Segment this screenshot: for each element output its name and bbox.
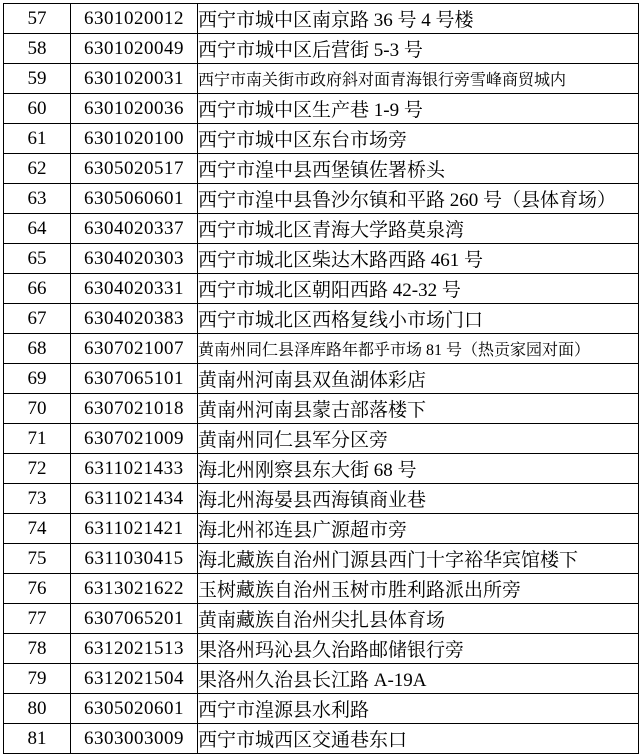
address-cell: 西宁市城中区生产巷 1-9 号 [198,94,639,124]
code-cell: 6304020303 [71,244,198,274]
table-row [4,514,639,544]
row-number-cell: 57 [4,4,71,34]
code-cell: 6301020012 [71,4,198,34]
address-cell: 西宁市城西区交通巷东口 [198,724,639,754]
row-number-cell: 73 [4,484,71,514]
row-number-cell: 58 [4,34,71,64]
code-cell: 6313021622 [71,574,198,604]
row-number-cell: 72 [4,454,71,484]
code-cell: 6301020036 [71,94,198,124]
address-cell: 西宁市城北区柴达木路西路 461 号 [198,244,639,274]
table-row [4,274,639,304]
address-cell: 西宁市湟中县鲁沙尔镇和平路 260 号（县体育场） [198,184,639,214]
row-number-cell: 59 [4,64,71,94]
table-row [4,544,639,574]
code-cell: 6311021421 [71,514,198,544]
address-cell: 果洛州玛沁县久治路邮储银行旁 [198,634,639,664]
row-number-cell: 68 [4,334,71,364]
row-number-cell: 74 [4,514,71,544]
table-row [4,94,639,124]
address-cell: 黄南州河南县蒙古部落楼下 [198,394,639,424]
code-cell: 6304020383 [71,304,198,334]
address-table [3,3,639,754]
row-number-cell: 81 [4,724,71,754]
row-number-cell: 71 [4,424,71,454]
row-number-cell: 66 [4,274,71,304]
table-row [4,184,639,214]
code-cell: 6303003009 [71,724,198,754]
address-cell: 西宁市湟中县西堡镇佐署桥头 [198,154,639,184]
code-cell: 6301020031 [71,64,198,94]
code-cell: 6311021434 [71,484,198,514]
code-cell: 6307021009 [71,424,198,454]
table-row [4,364,639,394]
code-cell: 6307065201 [71,604,198,634]
code-cell: 6301020100 [71,124,198,154]
table-row [4,724,639,754]
row-number-cell: 79 [4,664,71,694]
table-row [4,34,639,64]
address-cell: 西宁市城中区后营街 5-3 号 [198,34,639,64]
table-row [4,154,639,184]
table-row [4,424,639,454]
table-row [4,634,639,664]
table-row [4,694,639,724]
code-cell: 6305020517 [71,154,198,184]
table-row [4,334,639,364]
table-row [4,394,639,424]
table-row [4,64,639,94]
address-cell: 黄南州河南县双鱼湖体彩店 [198,364,639,394]
address-cell: 西宁市南关街市政府斜对面青海银行旁雪峰商贸城内 [198,64,639,94]
row-number-cell: 76 [4,574,71,604]
row-number-cell: 65 [4,244,71,274]
address-cell: 黄南州同仁县泽库路年都乎市场 81 号（热贡家园对面） [198,334,639,364]
row-number-cell: 60 [4,94,71,124]
row-number-cell: 77 [4,604,71,634]
row-number-cell: 70 [4,394,71,424]
table-row [4,4,639,34]
row-number-cell: 64 [4,214,71,244]
row-number-cell: 69 [4,364,71,394]
address-cell: 西宁市城中区南京路 36 号 4 号楼 [198,4,639,34]
address-table-body [4,4,639,754]
table-row [4,604,639,634]
row-number-cell: 75 [4,544,71,574]
table-row [4,574,639,604]
table-row [4,304,639,334]
address-cell: 西宁市城中区东台市场旁 [198,124,639,154]
address-cell: 西宁市城北区朝阳西路 42-32 号 [198,274,639,304]
code-cell: 6311021433 [71,454,198,484]
code-cell: 6312021513 [71,634,198,664]
table-row [4,484,639,514]
table-row [4,454,639,484]
table-row [4,214,639,244]
table-row [4,124,639,154]
address-cell: 果洛州久治县长江路 A-19A [198,664,639,694]
code-cell: 6304020337 [71,214,198,244]
address-cell: 海北藏族自治州门源县西门十字裕华宾馆楼下 [198,544,639,574]
code-cell: 6304020331 [71,274,198,304]
table-row [4,664,639,694]
code-cell: 6311030415 [71,544,198,574]
code-cell: 6307021018 [71,394,198,424]
address-cell: 西宁市湟源县水利路 [198,694,639,724]
code-cell: 6307021007 [71,334,198,364]
address-cell: 西宁市城北区西格复线小市场门口 [198,304,639,334]
address-cell: 海北州刚察县东大街 68 号 [198,454,639,484]
row-number-cell: 80 [4,694,71,724]
document-page [3,3,639,754]
address-cell: 海北州海晏县西海镇商业巷 [198,484,639,514]
code-cell: 6305060601 [71,184,198,214]
address-cell: 黄南藏族自治州尖扎县体育场 [198,604,639,634]
code-cell: 6301020049 [71,34,198,64]
row-number-cell: 78 [4,634,71,664]
row-number-cell: 62 [4,154,71,184]
row-number-cell: 67 [4,304,71,334]
code-cell: 6312021504 [71,664,198,694]
row-number-cell: 63 [4,184,71,214]
address-cell: 玉树藏族自治州玉树市胜利路派出所旁 [198,574,639,604]
address-cell: 黄南州同仁县军分区旁 [198,424,639,454]
address-cell: 海北州祁连县广源超市旁 [198,514,639,544]
address-cell: 西宁市城北区青海大学路莫泉湾 [198,214,639,244]
code-cell: 6307065101 [71,364,198,394]
code-cell: 6305020601 [71,694,198,724]
row-number-cell: 61 [4,124,71,154]
table-row [4,244,639,274]
